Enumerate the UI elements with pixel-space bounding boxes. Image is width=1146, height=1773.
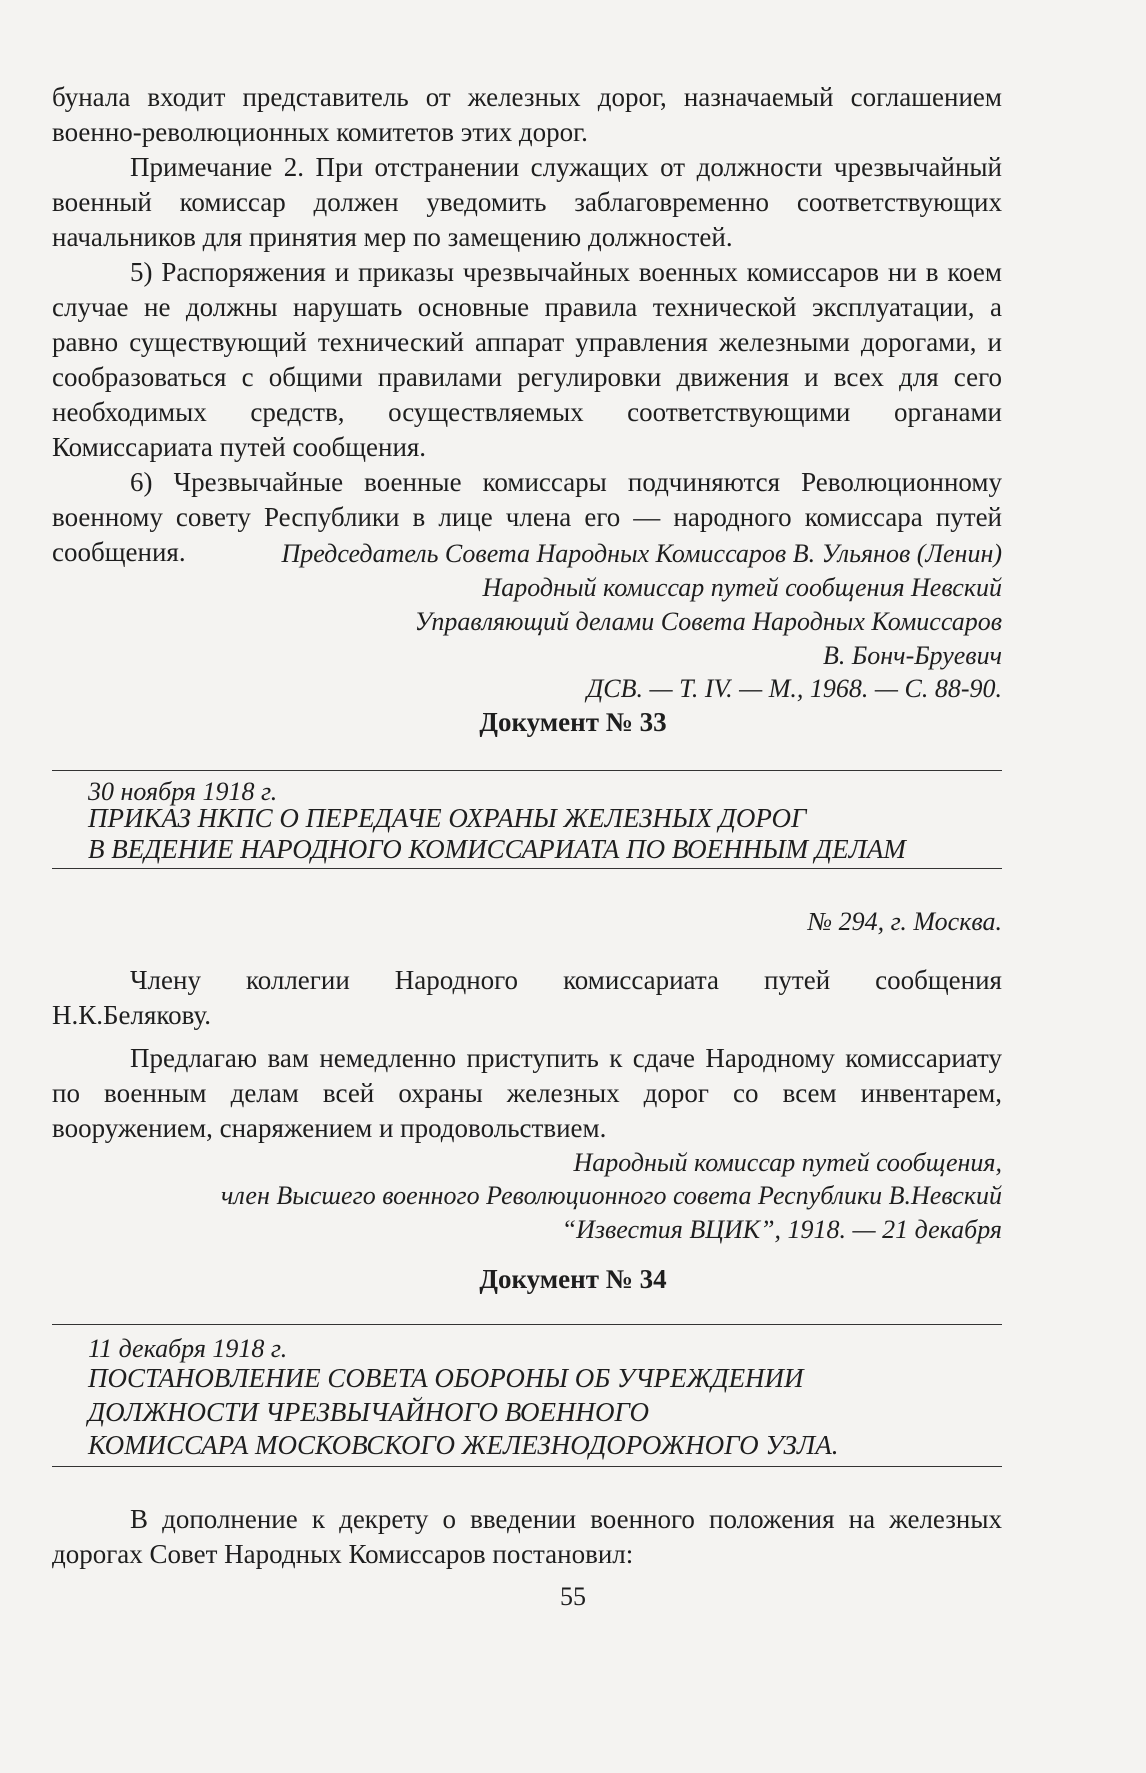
document-33-heading: Документ № 33	[479, 707, 667, 737]
paragraph-note-2: Примечание 2. При отстранении служащих от должности чрезвычайный военный комиссар должен уведомить заблаговременно соответствующих начальников для принятия мер по замещению должностей.	[52, 152, 1002, 252]
document-33-number: № 294, г. Москва.	[807, 907, 1002, 936]
source-citation-1: ДСВ. — Т. IV. — М., 1968. — С. 88-90.	[586, 674, 1002, 703]
document-33-title-line1: ПРИКАЗ НКПС О ПЕРЕДАЧЕ ОХРАНЫ ЖЕЛЕЗНЫХ ДОРОГ	[88, 803, 807, 833]
addressee-word: коллегии	[245, 965, 350, 995]
page-number: 55	[560, 1582, 586, 1611]
top-text	[52, 80, 1002, 570]
signature-manager-name: В. Бонч-Бруевич	[823, 641, 1002, 670]
signature-commissar: Народный комиссар путей сообщения Невский	[482, 573, 1002, 602]
document-33-date: 30 ноября 1918 г.	[88, 777, 278, 806]
document-33-paragraph: Предлагаю вам немедленно приступить к сдаче Народному комиссариату по военным делам всей охраны железных дорог со всем инвентарем, вооружением, снаряжением и продовольствием.	[52, 1043, 1002, 1143]
rule-top-34	[52, 1324, 1002, 1325]
signature-chairman: Председатель Совета Народных Комиссаров В. Ульянов (Ленин)	[281, 539, 1002, 568]
document-34-title-line2: ДОЛЖНОСТИ ЧРЕЗВЫЧАЙНОГО ВОЕННОГО	[88, 1397, 649, 1427]
rule-bottom-34	[52, 1466, 1002, 1467]
signature-manager: Управляющий делами Совета Народных Комиссаров	[414, 607, 1002, 636]
document-33-signature-name: член Высшего военного Революционного совета Республики В.Невский	[221, 1181, 1002, 1210]
document-33-body	[52, 1041, 1002, 1146]
document-34-date: 11 декабря 1918 г.	[88, 1334, 288, 1363]
document-34-title-line3: КОМИССАРА МОСКОВСКОГО ЖЕЛЕЗНОДОРОЖНОГО УЗЛА.	[88, 1430, 839, 1460]
addressee-word: Члену	[130, 965, 201, 995]
paragraph-continuation: бунала входит представитель от железных дорог, назначаемый соглашением военно-революционных комитетов этих дорог.	[52, 82, 1002, 147]
document-34-heading: Документ № 34	[479, 1264, 667, 1294]
source-citation-2: “Известия ВЦИК”, 1918. — 21 декабря	[561, 1215, 1002, 1244]
document-34-paragraph: В дополнение к декрету о введении военного положения на железных дорогах Совет Народных Комиссаров постановил:	[52, 1504, 1002, 1569]
paragraph-item-5: 5) Распоряжения и приказы чрезвычайных военных комиссаров ни в коем случае не должны нарушать основные правила технической эксплуатации, а равно существующий технический аппарат управления железными дорогами, и сообразоваться с общими правилами регулировки движения и всех для сего необходимых средств, осуществляемых соответствующими органами Комиссариата путей сообщения.	[52, 257, 1002, 462]
paragraph-item-6: 6) Чрезвычайные военные комиссары подчиняются Революционному военному совету Республики в лице члена его — народного комиссара путей сообщения.	[52, 467, 1002, 567]
addressee-word: путей	[763, 965, 831, 995]
document-34-title-line1: ПОСТАНОВЛЕНИЕ СОВЕТА ОБОРОНЫ ОБ УЧРЕЖДЕНИИ	[88, 1363, 804, 1393]
rule-top-33	[52, 770, 1002, 771]
document-33-signature-title: Народный комиссар путей сообщения,	[573, 1148, 1002, 1177]
document-33-title-line2: В ВЕДЕНИЕ НАРОДНОГО КОМИССАРИАТА ПО ВОЕННЫМ ДЕЛАМ	[88, 834, 906, 864]
rule-bottom-33	[52, 868, 1002, 869]
addressee-line	[52, 963, 1002, 998]
addressee-name: Н.К.Белякову.	[52, 1000, 212, 1030]
addressee-word: Народного	[394, 965, 519, 995]
addressee-word: комиссариата	[563, 965, 719, 995]
addressee-word: сообщения	[875, 965, 1002, 995]
addressee	[52, 963, 1002, 1033]
document-34-body	[52, 1502, 1002, 1572]
